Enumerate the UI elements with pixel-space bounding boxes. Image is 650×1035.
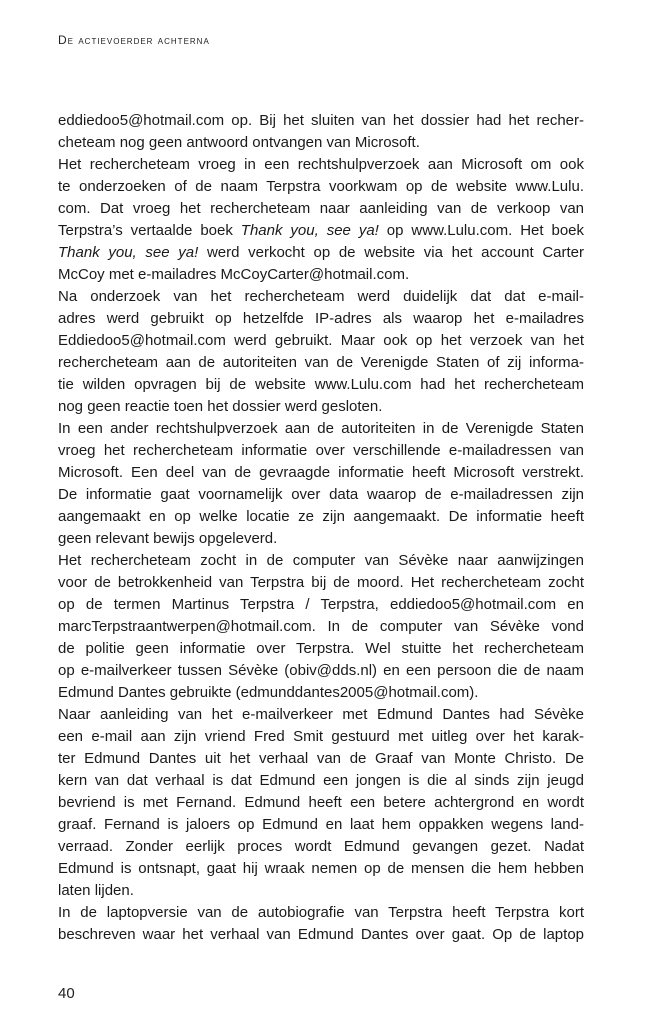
text-line	[58, 154, 584, 176]
book-title-italic: Thank you, see ya!	[240, 222, 379, 239]
text-segment: voor de betrokkenheid van Terpstra bij de moord. Het rechercheteam zocht	[58, 574, 584, 591]
text-segment: tie wilden opvragen bij de website www.Lulu.com had het rechercheteam	[58, 376, 584, 393]
text-segment: vroeg het rechercheteam informatie over verschillende e-mailadressen van	[58, 442, 584, 459]
text-line	[58, 836, 584, 858]
running-header: De actievoerder achterna	[58, 33, 210, 47]
text-segment: Het rechercheteam vroeg in een rechtshulpverzoek aan Microsoft om ook	[58, 156, 584, 173]
text-line	[58, 506, 584, 528]
text-segment: ter Edmund Dantes uit het verhaal van de Graaf van Monte Christo. De	[58, 750, 584, 767]
text-line	[58, 330, 584, 352]
text-segment: geen relevant bewijs opgeleverd.	[58, 530, 278, 547]
text-segment: Edmund Dantes gebruikte (edmunddantes2005@hotmail.com).	[58, 684, 479, 701]
text-segment: op www.Lulu.com. Het boek	[378, 222, 584, 239]
text-segment: op de termen Martinus Terpstra / Terpstra, eddiedoo5@hotmail.com en	[58, 596, 584, 613]
text-segment: op e-mailverkeer tussen Sévèke (obiv@dds.nl) en een persoon die de naam	[58, 662, 584, 679]
text-segment: Naar aanleiding van het e-mailverkeer met Edmund Dantes had Sévèke	[58, 706, 584, 723]
text-line	[58, 814, 584, 836]
text-line	[58, 748, 584, 770]
body-text	[58, 110, 584, 946]
text-segment: Het rechercheteam zocht in de computer van Sévèke naar aanwijzingen	[58, 552, 584, 569]
text-segment: Eddiedoo5@hotmail.com werd gebruikt. Maar ook op het verzoek van het	[58, 332, 584, 349]
text-segment: Microsoft. Een deel van de gevraagde informatie heeft Microsoft verstrekt.	[58, 464, 584, 481]
text-segment: Terpstra’s vertaalde boek	[58, 222, 241, 239]
text-line	[58, 902, 584, 924]
text-line	[58, 704, 584, 726]
text-line	[58, 418, 584, 440]
text-line	[58, 924, 584, 946]
text-segment: kern van dat verhaal is dat Edmund een jongen is die al sinds zijn jeugd	[58, 772, 584, 789]
text-segment: McCoy met e-mailadres McCoyCarter@hotmail.com.	[58, 266, 410, 283]
text-line	[58, 374, 584, 396]
text-line	[58, 858, 584, 880]
page-number: 40	[58, 985, 75, 1002]
text-segment: Na onderzoek van het rechercheteam werd duidelijk dat dat e-mail-	[58, 288, 584, 305]
text-line	[58, 242, 584, 264]
text-line	[58, 550, 584, 572]
text-line	[58, 484, 584, 506]
text-segment: aangemaakt en op welke locatie ze zijn aangemaakt. De informatie heeft	[58, 508, 584, 525]
text-segment: adres werd gebruikt op hetzelfde IP-adres als waarop het e-mailadres	[58, 310, 584, 327]
text-line	[58, 616, 584, 638]
text-line	[58, 198, 584, 220]
book-title-italic: Thank you, see ya!	[58, 244, 199, 261]
text-line	[58, 264, 584, 286]
text-segment: In een ander rechtshulpverzoek aan de autoriteiten in de Verenigde Staten	[58, 420, 584, 437]
text-line	[58, 462, 584, 484]
text-segment: een e-mail aan zijn vriend Fred Smit gestuurd met uitleg over het karak-	[58, 728, 584, 745]
text-line	[58, 770, 584, 792]
text-segment: rechercheteam aan de autoriteiten van de Verenigde Staten of zij informa-	[58, 354, 584, 371]
text-segment: Edmund is ontsnapt, gaat hij wraak nemen op de mensen die hem hebben	[58, 860, 584, 877]
text-line	[58, 352, 584, 374]
text-segment: de politie geen informatie over Terpstra. Wel stuitte het rechercheteam	[58, 640, 584, 657]
text-segment: marcTerpstraantwerpen@hotmail.com. In de computer van Sévèke vond	[58, 618, 584, 635]
text-segment: nog geen reactie toen het dossier werd gesloten.	[58, 398, 383, 415]
text-line	[58, 308, 584, 330]
text-line	[58, 110, 584, 132]
text-line	[58, 396, 584, 418]
text-line	[58, 726, 584, 748]
text-line	[58, 528, 584, 550]
text-segment: com. Dat vroeg het rechercheteam naar aanleiding van de verkoop van	[58, 200, 584, 217]
text-segment: graaf. Fernand is jaloers op Edmund en laat hem oppakken wegens land-	[58, 816, 584, 833]
text-line	[58, 594, 584, 616]
text-segment: cheteam nog geen antwoord ontvangen van Microsoft.	[58, 134, 420, 151]
text-segment: bevriend is met Fernand. Edmund heeft een betere achtergrond en wordt	[58, 794, 584, 811]
text-segment: verraad. Zonder eerlijk proces wordt Edmund gevangen gezet. Nadat	[58, 838, 584, 855]
text-segment: werd verkocht op de website via het account Carter	[198, 244, 584, 261]
text-line	[58, 132, 584, 154]
text-line	[58, 176, 584, 198]
text-line	[58, 638, 584, 660]
text-segment: laten lijden.	[58, 882, 134, 899]
text-segment: eddiedoo5@hotmail.com op. Bij het sluiten van het dossier had het recher-	[58, 112, 584, 129]
text-line	[58, 660, 584, 682]
text-line	[58, 880, 584, 902]
text-segment: beschreven waar het verhaal van Edmund Dantes over gaat. Op de laptop	[58, 926, 584, 943]
text-line	[58, 792, 584, 814]
text-line	[58, 220, 584, 242]
text-segment: In de laptopversie van de autobiografie van Terpstra heeft Terpstra kort	[58, 904, 584, 921]
text-segment: De informatie gaat voornamelijk over data waarop de e-mailadressen zijn	[58, 486, 584, 503]
text-line	[58, 440, 584, 462]
text-line	[58, 682, 584, 704]
text-line	[58, 286, 584, 308]
text-segment: te onderzoeken of de naam Terpstra voorkwam op de website www.Lulu.	[58, 178, 584, 195]
text-line	[58, 572, 584, 594]
